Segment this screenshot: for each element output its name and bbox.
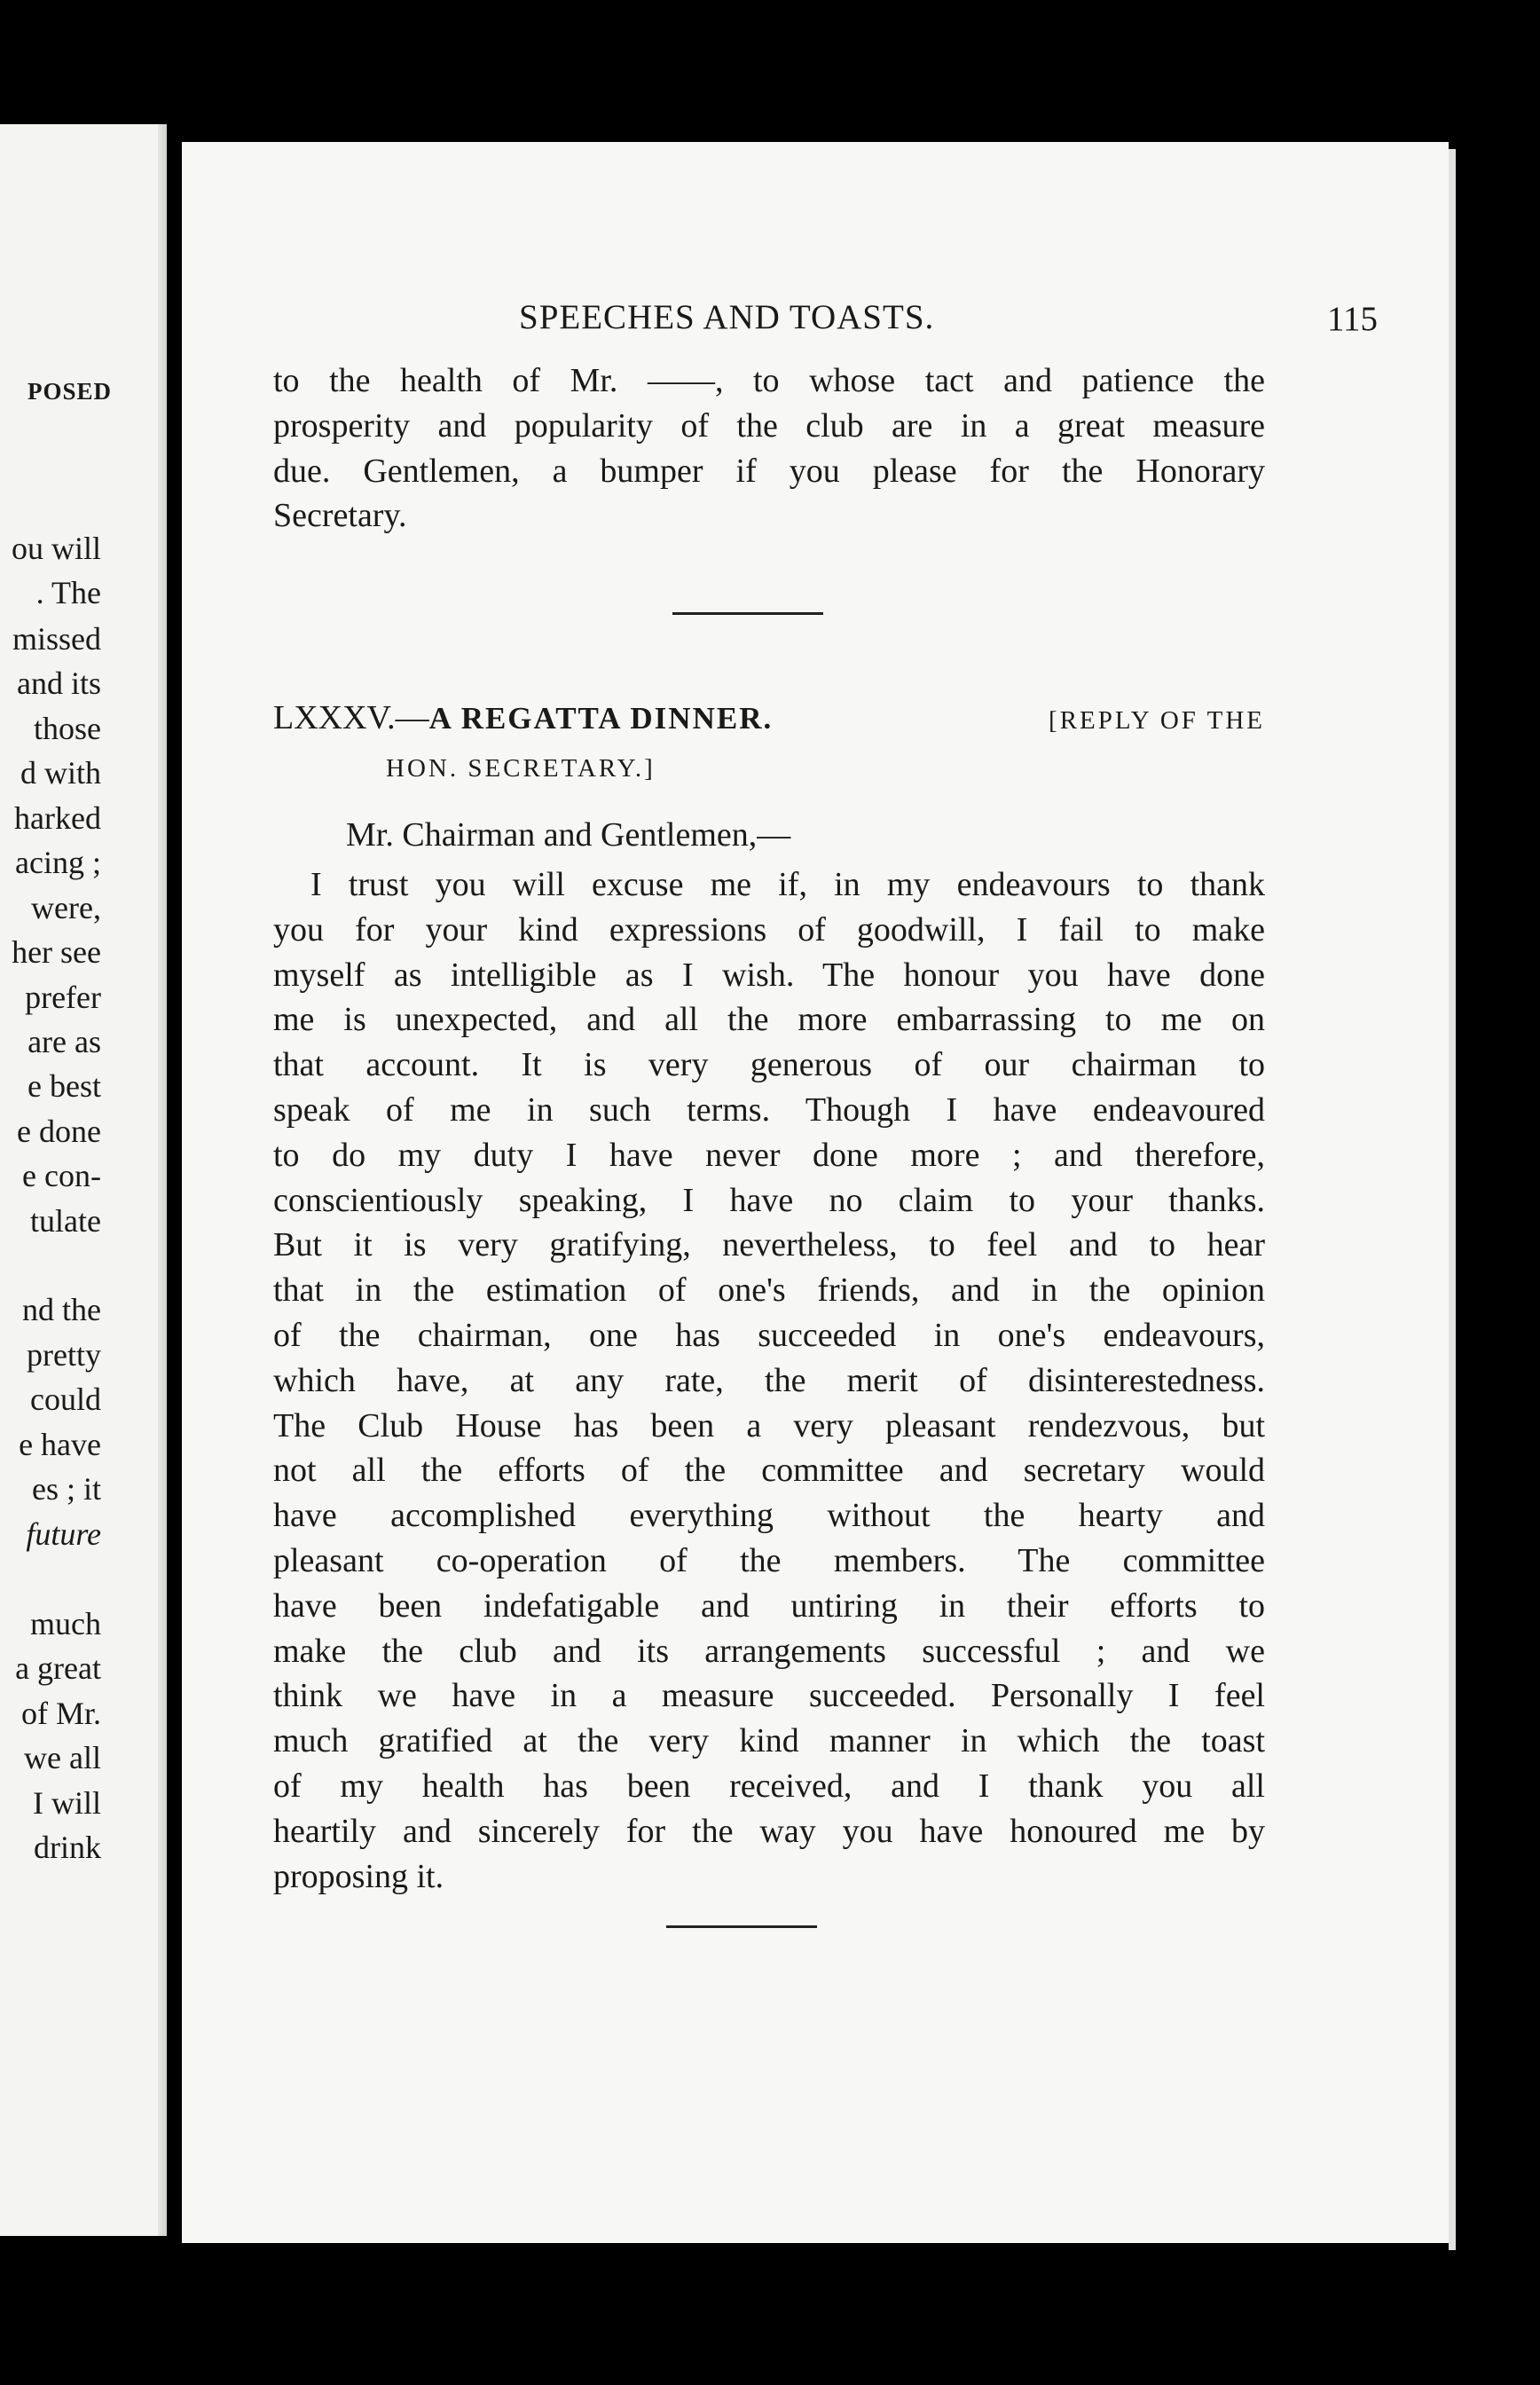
left-page-line: of Mr. — [21, 1696, 101, 1731]
left-page-line: a great — [15, 1650, 101, 1686]
speech-line: much gratified at the very kind manner in which the toast — [273, 1722, 1265, 1760]
left-page-line: es ; it — [32, 1471, 101, 1507]
section-divider-bottom — [666, 1925, 817, 1928]
speech-line: speak of me in such terms. Though I have endeavoured — [273, 1090, 1265, 1129]
left-page-line: . The — [35, 575, 101, 610]
left-page-line: were, — [31, 890, 101, 925]
left-page-line: future — [26, 1516, 101, 1552]
speech-line: that in the estimation of one's friends, and in the opinion — [273, 1271, 1265, 1310]
left-page-line: tulate — [30, 1203, 101, 1239]
page-spine — [158, 124, 167, 2236]
speech-line: that account. It is very generous of our chairman to — [273, 1046, 1265, 1084]
left-page-line: d with — [20, 755, 101, 791]
continuation-line: Secretary. — [273, 497, 407, 535]
left-page-line: e best — [28, 1068, 101, 1104]
continuation-line: due. Gentlemen, a bumper if you please for the Honorary — [273, 452, 1265, 490]
speech-line: make the club and its arrangements successful ; and we — [273, 1632, 1265, 1670]
left-page-line: e done — [17, 1114, 101, 1149]
speech-line: not all the efforts of the committee and secretary would — [273, 1452, 1265, 1490]
speech-line: think we have in a measure succeeded. Personally I feel — [273, 1677, 1265, 1715]
speech-line: heartily and sincerely for the way you have honoured me by — [273, 1812, 1265, 1850]
salutation: Mr. Chairman and Gentlemen,— — [346, 816, 791, 854]
left-page-line: acing ; — [15, 845, 101, 880]
page-number: 115 — [1326, 300, 1378, 338]
speech-line: me is unexpected, and all the more embarrassing to me on — [273, 1001, 1265, 1039]
left-page-fragment — [0, 124, 167, 2236]
speech-line: pleasant co-operation of the members. The committee — [273, 1541, 1265, 1579]
left-page-line: her see — [12, 934, 101, 970]
left-page-line: those — [34, 711, 101, 746]
speech-body — [273, 862, 1265, 1899]
right-page — [182, 142, 1449, 2243]
speech-line: have been indefatigable and untiring in their efforts to — [273, 1586, 1265, 1625]
section-heading — [273, 701, 1265, 735]
left-page-line: e have — [19, 1427, 101, 1462]
left-page-line: missed — [12, 621, 101, 657]
left-page-line: e con- — [22, 1158, 101, 1193]
left-page-line: much — [30, 1606, 101, 1641]
speech-line: you for your kind expressions of goodwill, I fail to make — [273, 910, 1265, 948]
left-page-line: nd the — [22, 1292, 101, 1327]
speech-line: have accomplished everything without the hearty and — [273, 1497, 1265, 1535]
speech-line: conscientiously speaking, I have no claim to your thanks. — [273, 1181, 1265, 1219]
speech-line: But it is very gratifying, nevertheless, to feel and to hear — [273, 1226, 1265, 1264]
left-page-line: and its — [17, 665, 101, 701]
continuation-paragraph — [273, 358, 1265, 539]
continuation-line: prosperity and popularity of the club are in a great measure — [273, 406, 1265, 445]
left-page-line: could — [30, 1381, 101, 1417]
running-head: SPEECHES AND TOASTS. — [519, 298, 935, 336]
speech-line: proposing it. — [273, 1857, 444, 1895]
left-page-line: pretty — [27, 1337, 101, 1373]
section-subtitle-start: [REPLY OF THE — [1049, 706, 1265, 735]
section-title: A REGATTA DINNER. — [428, 701, 774, 736]
speech-line: The Club House has been a very pleasant rendezvous, but — [273, 1406, 1265, 1444]
section-subtitle-end: HON. SECRETARY.] — [386, 754, 656, 783]
left-page-line: drink — [34, 1830, 101, 1865]
left-page-line: harked — [14, 800, 101, 836]
page-edge — [1449, 149, 1456, 2250]
page-header — [182, 300, 1449, 344]
left-page-line: prefer — [25, 980, 101, 1015]
left-page-line: are as — [28, 1024, 101, 1059]
speech-line: which have, at any rate, the merit of disinterestedness. — [273, 1361, 1265, 1399]
left-page-line: I will — [33, 1785, 101, 1821]
section-number: LXXXV.— — [273, 699, 429, 736]
left-page-line: ou will — [11, 531, 101, 566]
speech-line: to do my duty I have never done more ; and therefore, — [273, 1136, 1265, 1174]
speech-line: of my health has been received, and I thank you all — [273, 1767, 1265, 1805]
speech-line: I trust you will excuse me if, in my endeavours to thank — [310, 866, 1265, 903]
section-divider-top — [672, 612, 823, 615]
left-page-line: we all — [24, 1740, 101, 1775]
left-page-line: POSED — [27, 378, 112, 405]
speech-line: myself as intelligible as I wish. The honour you have done — [273, 956, 1265, 994]
speech-line: of the chairman, one has succeeded in one's endeavours, — [273, 1316, 1265, 1354]
continuation-line: to the health of Mr. ——, to whose tact and patience the — [273, 362, 1265, 399]
